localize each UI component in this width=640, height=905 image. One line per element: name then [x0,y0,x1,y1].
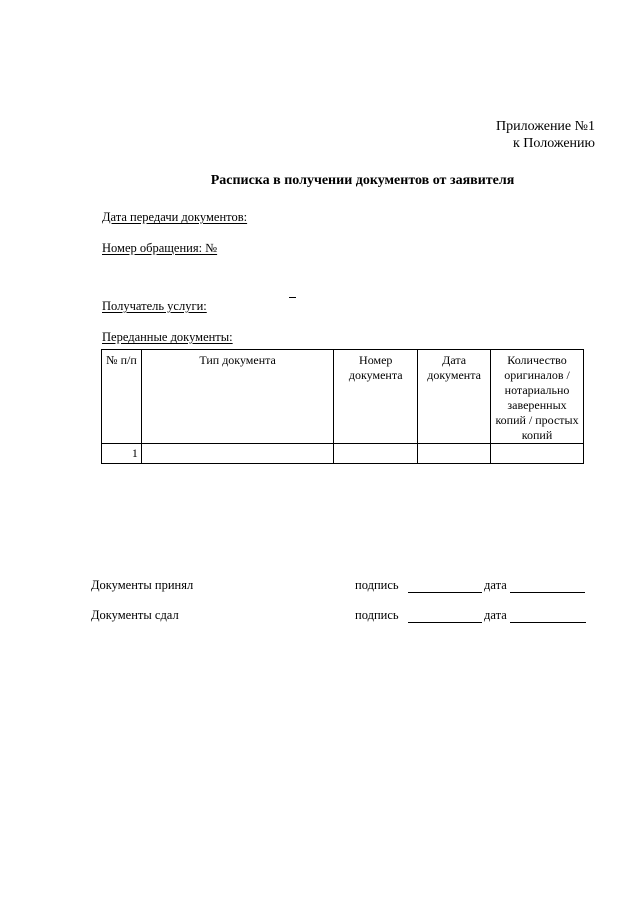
handed-signature-line[interactable] [408,622,482,623]
handed-date-line[interactable] [510,622,586,623]
table-cell-doc-number[interactable] [334,444,418,464]
blank-mark [289,297,296,298]
appendix-line-2: к Положению [512,136,595,151]
service-recipient-label: Получатель услуги: [102,299,207,313]
appendix-line-1: Приложение №1 [496,119,595,134]
accepted-by-label: Документы принял [91,578,194,592]
document-title: Расписка в получении документов от заявителя [210,173,515,188]
table-cell-quantity[interactable] [491,444,584,464]
table-row [102,444,584,464]
col-header-doc-number: Номер документа [334,350,418,444]
table-cell-number: 1 [102,444,142,464]
table-cell-doc-type[interactable] [141,444,333,464]
transfer-date-label: Дата передачи документов: [102,210,248,224]
transferred-docs-label: Переданные документы: [102,330,233,344]
col-header-number: № п/п [102,350,142,444]
table-header-row [102,350,584,444]
col-header-doc-date: Дата документа [418,350,491,444]
request-number-label: Номер обращения: № [102,241,218,255]
accepted-signature-label: подпись [355,578,399,592]
table-cell-doc-date[interactable] [418,444,491,464]
col-header-quantity: Количество оригиналов / нотариально заверенных копий / простых копий [491,350,584,444]
col-header-doc-type: Тип документа [141,350,333,444]
handed-signature-label: подпись [355,608,399,622]
handed-by-label: Документы сдал [91,608,179,622]
handed-date-label: дата [484,608,507,622]
appendix-note [496,118,595,152]
documents-table [101,349,584,464]
accepted-date-label: дата [484,578,507,592]
accepted-date-line[interactable] [510,592,585,593]
accepted-signature-line[interactable] [408,592,482,593]
